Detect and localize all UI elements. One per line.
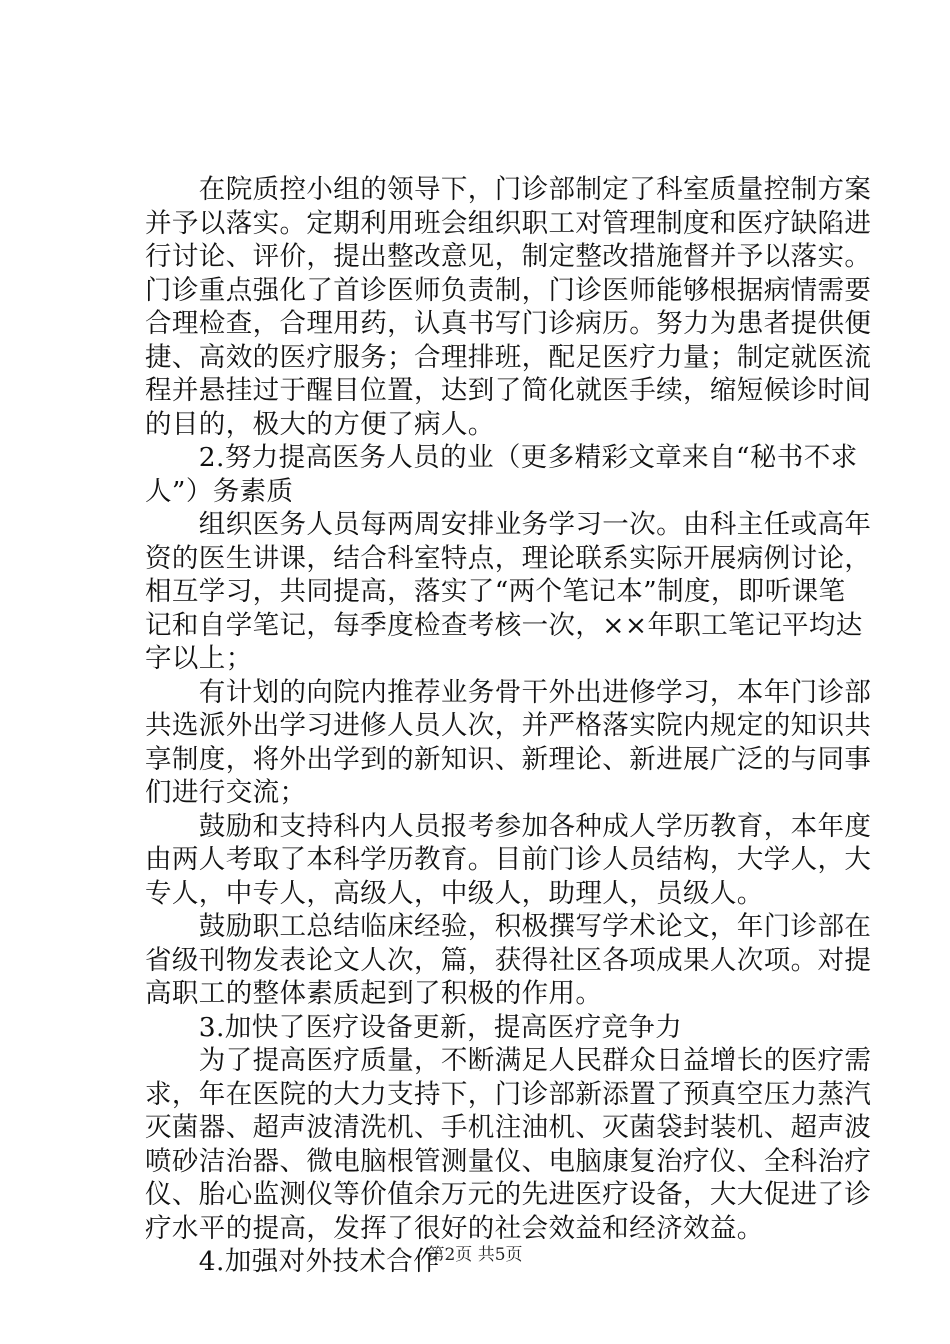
text-line: 鼓励和支持科内人员报考参加各种成人学历教育，本年度 bbox=[145, 810, 872, 842]
text-line: 资的医生讲课，结合科室特点，理论联系实际开展病例讨论， bbox=[145, 542, 872, 574]
text-line: 疗水平的提高，发挥了很好的社会效益和经济效益。 bbox=[145, 1212, 764, 1244]
text-line: 的目的，极大的方便了病人。 bbox=[145, 408, 495, 440]
page-footer: 第2页 共5页 bbox=[427, 1245, 523, 1265]
text-line: 专人，中专人，高级人，中级人，助理人，员级人。 bbox=[145, 877, 764, 909]
text-line: 行讨论、评价，提出整改意见，制定整改措施督并予以落实。 bbox=[145, 241, 872, 272]
text-line: 并予以落实。定期利用班会组织职工对管理制度和医疗缺陷进 bbox=[145, 207, 872, 239]
text-line: 在院质控小组的领导下，门诊部制定了科室质量控制方案 bbox=[145, 174, 872, 205]
text-line: 高职工的整体素质起到了积极的作用。 bbox=[145, 978, 603, 1009]
text-line: 相互学习，共同提高，落实了“两个笔记本”制度，即听课笔 bbox=[145, 576, 846, 607]
text-line: 省级刊物发表论文人次，篇，获得社区各项成果人次项。对提 bbox=[145, 944, 872, 976]
text-line: 为了提高医疗质量，不断满足人民群众日益增长的医疗需 bbox=[145, 1045, 872, 1076]
text-line: 鼓励职工总结临床经验，积极撰写学术论文，年门诊部在 bbox=[145, 911, 872, 942]
text-line: 字以上； bbox=[145, 643, 253, 674]
text-line: 共选派外出学习进修人员人次，并严格落实院内规定的知识共 bbox=[145, 710, 872, 741]
text-line: 人”）务素质 bbox=[145, 475, 294, 507]
text-line: 组织医务人员每两周安排业务学习一次。由科主任或高年 bbox=[145, 509, 872, 540]
text-line: 合理检查，合理用药，认真书写门诊病历。努力为患者提供便 bbox=[145, 308, 872, 339]
text-line: 灭菌器、超声波清洗机、手机注油机、灭菌袋封装机、超声波 bbox=[145, 1112, 872, 1143]
text-line: 由两人考取了本科学历教育。目前门诊人员结构，大学人，大 bbox=[145, 844, 872, 875]
text-line: 4.加强对外技术合作 bbox=[145, 1246, 441, 1277]
text-line: 有计划的向院内推荐业务骨干外出进修学习，本年门诊部 bbox=[145, 676, 872, 708]
text-line: 3.加快了医疗设备更新，提高医疗竞争力 bbox=[145, 1011, 683, 1043]
text-line: 程并悬挂过于醒目位置，达到了简化就医手续，缩短候诊时间 bbox=[145, 375, 872, 406]
text-line: 捷、高效的医疗服务；合理排班，配足医疗力量；制定就医流 bbox=[145, 341, 872, 373]
text-line: 仪、胎心监测仪等价值余万元的先进医疗设备，大大促进了诊 bbox=[145, 1179, 872, 1210]
document-body bbox=[145, 173, 872, 1279]
text-line: 2.努力提高医务人员的业（更多精彩文章来自“秘书不求 bbox=[145, 442, 858, 473]
text-line: 求，年在医院的大力支持下，门诊部新添置了预真空压力蒸汽 bbox=[145, 1078, 872, 1110]
text-line: 享制度，将外出学到的新知识、新理论、新进展广泛的与同事 bbox=[145, 743, 872, 775]
text-line: 们进行交流； bbox=[145, 777, 307, 808]
text-line: 记和自学笔记，每季度检查考核一次，××年职工笔记平均达 bbox=[145, 609, 863, 641]
text-line: 喷砂洁治器、微电脑根管测量仪、电脑康复治疗仪、全科治疗 bbox=[145, 1145, 872, 1177]
text-line: 门诊重点强化了首诊医师负责制，门诊医师能够根据病情需要 bbox=[145, 274, 872, 306]
